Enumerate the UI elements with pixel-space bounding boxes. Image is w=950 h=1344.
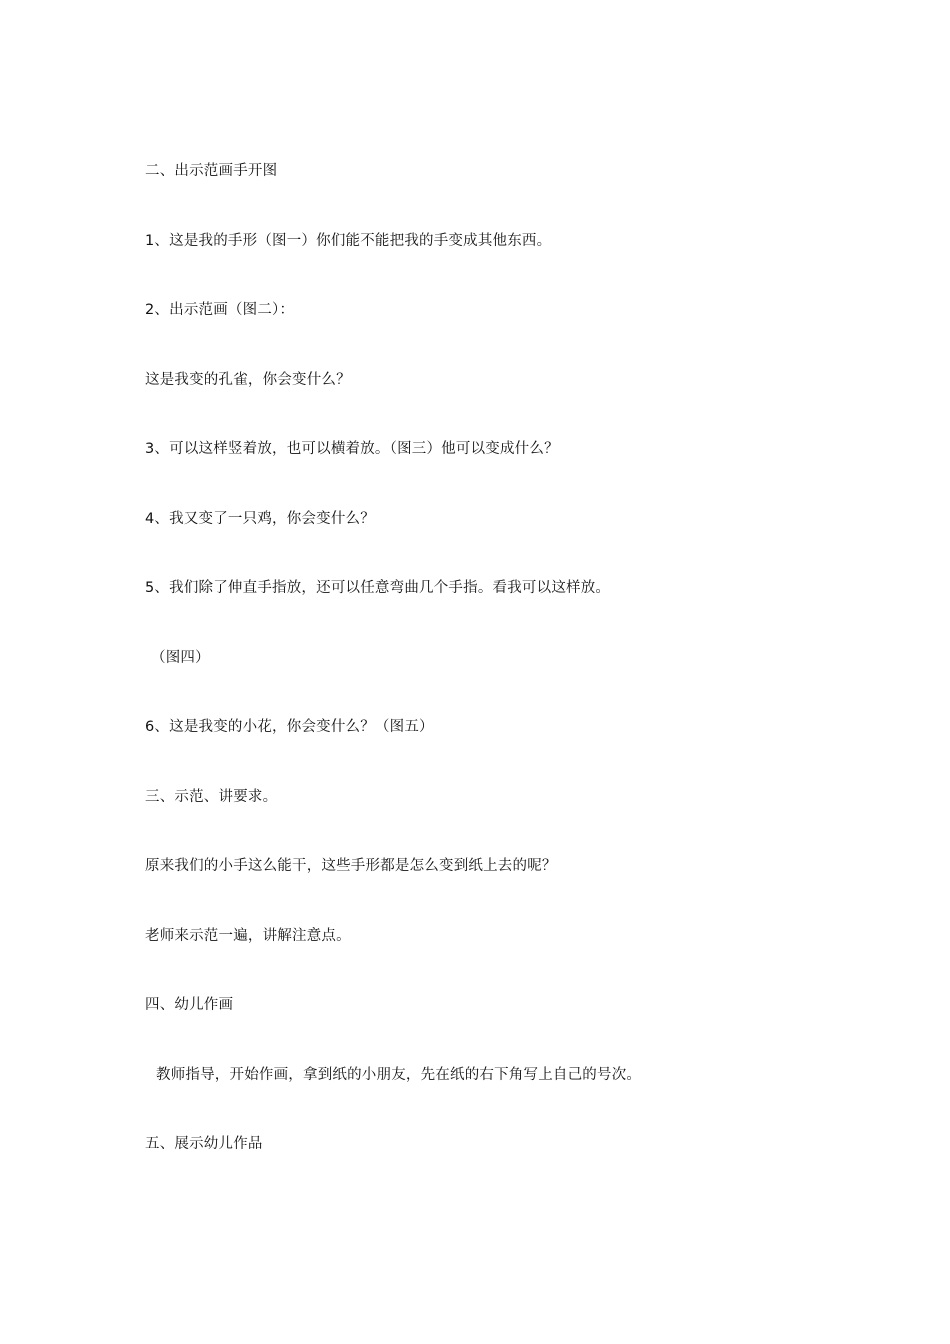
- paragraph-figure-4: （图四）: [151, 650, 210, 666]
- paragraph-item-5: 5、我们除了伸直手指放，还可以任意弯曲几个手指。看我可以这样放。: [145, 580, 611, 596]
- paragraph-item-4: 4、我又变了一只鸡，你会变什么？: [145, 511, 375, 527]
- paragraph-demo: 老师来示范一遍，讲解注意点。: [145, 928, 351, 944]
- section-heading-3: 三、示范、讲要求。: [145, 789, 278, 805]
- section-heading-2: 二、出示范画手开图: [145, 163, 278, 179]
- paragraph-item-1: 1、这是我的手形（图一）你们能不能把我的手变成其他东西。: [145, 233, 552, 249]
- section-heading-4: 四、幼儿作画: [145, 997, 234, 1013]
- paragraph-question: 原来我们的小手这么能干，这些手形都是怎么变到纸上去的呢？: [145, 858, 557, 874]
- paragraph-item-2: 2、出示范画（图二）：: [145, 302, 295, 318]
- paragraph-peacock: 这是我变的孔雀，你会变什么？: [145, 372, 351, 388]
- paragraph-item-3: 3、可以这样竖着放，也可以横着放。（图三）他可以变成什么？: [145, 441, 559, 457]
- section-heading-5: 五、展示幼儿作品: [145, 1136, 263, 1152]
- paragraph-item-6: 6、这是我变的小花，你会变什么？（图五）: [145, 719, 434, 735]
- paragraph-teacher-guidance: 教师指导，开始作画，拿到纸的小朋友，先在纸的右下角写上自己的号次。: [156, 1067, 642, 1083]
